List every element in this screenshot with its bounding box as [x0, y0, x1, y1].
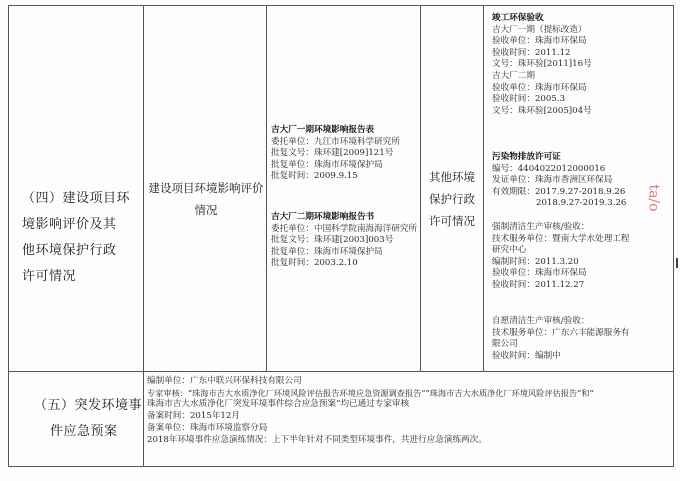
acceptance-line: 吉大厂一期（提标改造）: [492, 24, 587, 35]
section4-category-line: 境影响评价及其: [22, 217, 117, 232]
other-permits-subheading: [423, 166, 481, 232]
section5-details: [147, 376, 673, 446]
table-border-top: [8, 5, 674, 6]
clean-production-line: 技术服务单位：暨南大学水处理工程: [492, 233, 630, 244]
voluntary-clean-production-block: [492, 316, 672, 362]
clean-production-line: 研究中心: [492, 245, 527, 256]
section5-category: [34, 393, 142, 445]
acceptance-line: 文号：珠环验[2005]04号: [492, 105, 592, 116]
section4-category-line: 许可情况: [22, 269, 77, 284]
eia-phase1: [271, 125, 419, 183]
clean-production-line: 验收单位：珠海市环保局: [492, 268, 587, 279]
section5-line: 专家审核：“珠海市吉大水质净化厂环境风险评估报告环境应急资源调查报告”“珠海市吉大水质净化厂环境风险评估报告”和“: [147, 387, 594, 398]
permit-line: 2018.9.27-2019.3.26: [536, 198, 627, 209]
eia-phase2-line: 批复文号：珠环建[2003]003号: [271, 235, 394, 246]
eia-phase1-line: 委托单位：九江市环境科学研究所: [271, 136, 400, 147]
row-divider: [8, 371, 674, 372]
section4-category: [22, 186, 140, 290]
col-divider-2: [266, 5, 267, 372]
table-border-left: [8, 5, 9, 467]
eia-phase1-line: 批复时间：2009.9.15: [271, 171, 358, 182]
acceptance-line: 吉大厂二期: [492, 70, 535, 81]
acceptance-line: 验收时间：2011.12: [492, 47, 571, 58]
eia-phase2-title: 吉大厂二期环境影响报告书: [271, 212, 375, 222]
acceptance-block: [492, 13, 672, 117]
eia-subheading: [148, 177, 264, 221]
section5-category-line: （五）突发环境事: [34, 398, 143, 413]
section5-category-line: 件应急预案: [50, 424, 118, 439]
permit-line: 发证单位：珠海市香洲区环保局: [492, 175, 613, 186]
permit-title: 污染物排放许可证: [492, 152, 561, 162]
acceptance-title: 竣工环保验收: [492, 13, 544, 23]
clean-production-line: 验收时间：2011.12.27: [492, 279, 585, 290]
section4-category-line: 他环境保护行政: [22, 243, 117, 258]
eia-phase1-line: 批复单位：珠海市环境保护局: [271, 159, 383, 170]
section5-line: 珠海市吉大水质净化厂突发环境事件综合应急预案”均已通过专家审核: [147, 399, 410, 410]
col-divider-4: [483, 5, 484, 372]
clean-production-line: 编制时间：2011.3.20: [492, 256, 579, 267]
acceptance-line: 验收单位：珠海市环保局: [492, 82, 587, 93]
eia-phase1-title: 吉大厂一期环境影响报告表: [271, 125, 375, 135]
table-border-right: [673, 5, 674, 467]
acceptance-line: 验收时间：2005.3: [492, 94, 566, 105]
eia-phase2-line: 委托单位：中国科学院南海海洋研究所: [271, 223, 418, 234]
section5-line: 2018年环境事件应急演练情况：上下半年针对不同类型环境事件，共进行应急演练两次。: [147, 434, 487, 445]
eia-phase1-line: 批复文号：珠环建[2009]121号: [271, 148, 394, 159]
clean-production-line: 自愿清洁生产审核/验收：: [492, 316, 590, 326]
acceptance-line: 验收单位：珠海市环保局: [492, 36, 587, 47]
margin-stamp: ta/o: [645, 184, 662, 212]
table-border-bottom: [8, 466, 674, 467]
clean-production-line: 强制清洁生产审核/验收：: [492, 222, 590, 232]
clean-production-line: 限公司: [492, 339, 518, 350]
eia-phase2: [271, 212, 419, 270]
clean-production-line: 验收时间：编制中: [492, 350, 561, 361]
section4-category-line: （四）建设项目环: [22, 191, 131, 206]
eia-subheading-line: 情况: [194, 203, 218, 217]
section5-line: 备案单位：珠海市环境监察分局: [147, 422, 268, 433]
margin-tick-mark: [676, 258, 678, 268]
clean-production-line: 技术服务单位：广东六丰能源服务有: [492, 327, 630, 338]
acceptance-line: 文号：珠环验[2011]16号: [492, 59, 592, 70]
col-divider-1: [143, 5, 144, 467]
eia-phase2-line: 批复单位：珠海市环境保护局: [271, 246, 383, 257]
section5-line: 编制单位：广东中联兴环保科技有限公司: [147, 376, 302, 386]
section5-line: 备案时间：2015年12月: [147, 411, 240, 422]
other-permits-subheading-line: 其他环境: [429, 170, 475, 184]
permit-line: 有效期限：2017.9.27-2018.9.26: [492, 186, 626, 197]
eia-phase2-line: 批复时间：2003.2.10: [271, 258, 358, 269]
eia-subheading-line: 建设项目环境影响评价: [148, 181, 264, 195]
mandatory-clean-production-block: [492, 222, 672, 292]
other-permits-subheading-line: 保护行政: [429, 192, 475, 206]
permit-line: 编号：4404022012000016: [492, 163, 606, 174]
col-divider-3: [420, 5, 421, 372]
other-permits-subheading-line: 许可情况: [429, 214, 475, 228]
